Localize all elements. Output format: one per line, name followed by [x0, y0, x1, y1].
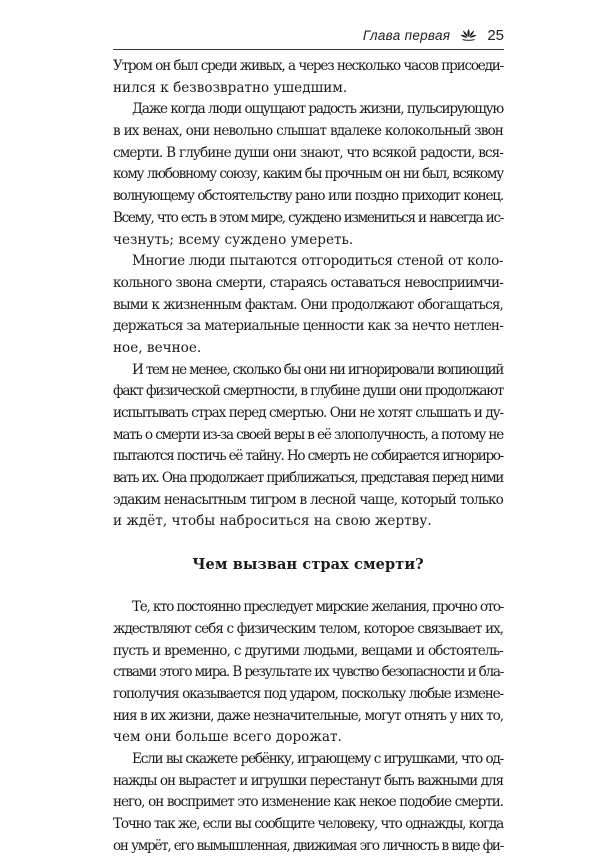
text-line: эдаким ненасытным тигром в лесной чаще, который только — [113, 491, 503, 508]
paragraph — [113, 360, 503, 534]
lotus-ornament-icon — [460, 28, 477, 42]
text-line: ное, вечное. — [113, 339, 202, 356]
text-line: Утром он был среди живых, а через несколько часов присоеди- — [113, 58, 503, 74]
header-rule — [113, 49, 504, 50]
text-line: Если вы скажете ребёнку, играющему с игрушками, что од- — [132, 750, 503, 767]
text-line: нился к безвозвратно ушедшим. — [113, 79, 348, 96]
text-line: Многие люди пытаются отгородиться стеной от коло- — [132, 253, 503, 270]
page-number: 25 — [487, 26, 504, 44]
text-line: держаться за материальные ценности как за нечто нетлен- — [113, 318, 503, 335]
paragraph — [113, 251, 503, 359]
text-line: Даже когда люди ощущают радость жизни, пульсирующую — [132, 101, 503, 118]
text-line: чезнуть; всему суждено умереть. — [113, 231, 354, 248]
section-spacer — [113, 585, 503, 597]
paragraph — [113, 597, 503, 749]
text-line: мать о смерти из-за своей веры в её злополучность, а потому не — [113, 426, 503, 443]
text-line: пусть и временно, с другими людьми, вещами и обстоятель- — [113, 642, 503, 659]
body-text — [113, 56, 503, 857]
text-line: кому любовному союзу, каким бы прочным он ни был, всякому — [113, 166, 503, 183]
text-line: факт физической смертности, в глубине души они продолжают — [113, 383, 503, 400]
section-heading: Чем вызван страх смерти? — [192, 556, 424, 574]
text-line: смерти. В глубине души они знают, что всякой радости, вся- — [113, 144, 503, 161]
text-line: И тем не менее, сколько бы они ни игнорировали вопиющий — [132, 361, 503, 378]
text-line: он умрёт, его вымышленная, движимая эго личность в виде фи- — [113, 837, 503, 854]
text-line: и ждёт, чтобы наброситься на свою жертву. — [113, 513, 432, 530]
text-line: кольного звона смерти, стараясь оставаться невосприимчи- — [113, 274, 503, 291]
paragraph — [113, 56, 503, 99]
text-line: Те, кто постоянно преследует мирские желания, прочно ото- — [132, 599, 503, 616]
text-line: нажды он вырастет и игрушки перестанут быть важными для — [113, 772, 503, 789]
text-line: вать их. Она продолжает приближаться, представая перед ними — [113, 470, 503, 487]
text-line: ждествляют себя с физическим телом, которое связывает их, — [113, 620, 503, 637]
text-line: волнующему обстоятельству рано или поздно приходит конец. — [113, 188, 503, 205]
paragraph — [113, 99, 503, 251]
text-line: выми к жизненным фактам. Они продолжают обогащаться, — [113, 296, 503, 313]
running-head — [363, 24, 504, 46]
text-line: него, он воспримет это изменение как некое подобие смерти. — [113, 794, 503, 811]
text-line: Точно так же, если вы сообщите человеку, что однажды, когда — [113, 816, 503, 832]
text-line: чем они больше всего дорожат. — [113, 729, 342, 746]
text-line: гополучия оказывается под ударом, поскольку любые измене- — [113, 685, 503, 702]
chapter-label: Глава первая — [362, 27, 451, 43]
section-spacer — [113, 533, 503, 545]
text-line: в их венах, они невольно слышат вдалеке колокольный звон — [113, 123, 503, 140]
text-line: ствами этого мира. В результате их чувство безопасности и бла- — [113, 664, 503, 681]
text-line: испытывать страх перед смертью. Они не хотят слышать и ду- — [113, 405, 503, 421]
text-line: пытаются постичь её тайну. Но смерть не собирается игнориро- — [113, 448, 503, 465]
text-line: Всему, что есть в этом мире, суждено измениться и навсегда ис- — [113, 209, 503, 226]
text-line: ния в их жизни, даже незначительные, могут отнять у них то, — [113, 707, 503, 724]
paragraph — [113, 749, 503, 857]
